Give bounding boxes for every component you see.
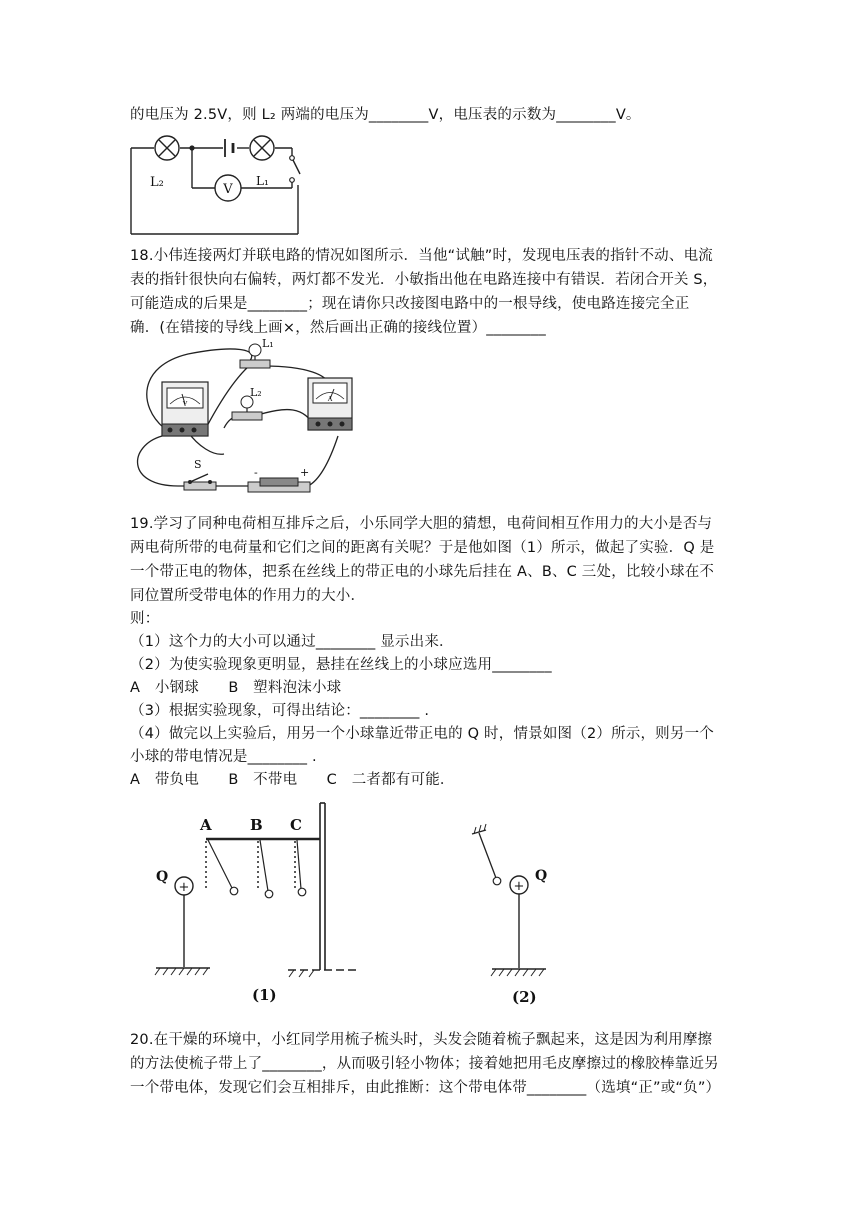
q19-figure-1 — [148, 795, 368, 1015]
voltmeter-icon — [215, 175, 241, 201]
q20-line-3: 一个带电体，发现它们会互相排斥，由此推断：这个带电体带________（选填“正”或“负”） — [130, 1080, 721, 1096]
charged-body-q-icon — [510, 868, 547, 968]
q19-sub-4-cont: 小球的带电情况是________ . — [130, 749, 317, 765]
label-l2: L₂ — [150, 175, 164, 190]
q19-sub-3: （3）根据实验现象，可得出结论：________ . — [130, 703, 430, 719]
q19-sub-4: （4）做完以上实验后，用另一个小球靠近带正电的 Q 时，情景如图（2）所示，则另一个 — [130, 726, 714, 742]
lamp-l2-icon — [232, 386, 262, 420]
label-a: A — [200, 816, 212, 834]
svg-text:Q: Q — [156, 869, 169, 885]
svg-text:V: V — [182, 401, 188, 408]
svg-text:+: + — [300, 466, 310, 479]
svg-text:-: - — [254, 466, 258, 479]
svg-text:Q: Q — [535, 868, 548, 884]
q19-line-4: 同位置所受带电体的作用力的大小． — [130, 588, 366, 604]
svg-text:L₂: L₂ — [250, 386, 262, 399]
switch-icon — [184, 458, 216, 490]
q19-figure-2 — [462, 822, 572, 1022]
label-c: C — [290, 816, 302, 834]
q19-sub-1: （1）这个力的大小可以通过________ 显示出来． — [130, 634, 454, 650]
svg-text:S: S — [194, 458, 202, 471]
label-b: B — [250, 816, 263, 834]
q18-physical-circuit-figure — [128, 336, 368, 504]
q19-sub-2-options: A 小钢球 B 塑料泡沫小球 — [130, 680, 342, 696]
battery-icon — [248, 466, 310, 492]
charged-body-q-icon — [156, 869, 193, 967]
voltmeter-icon — [162, 382, 208, 436]
q18-line-1: 18.小伟连接两灯并联电路的情况如图所示．当他“试触”时，发现电压表的指针不动、电流 — [130, 248, 713, 264]
ammeter-icon — [308, 378, 352, 430]
q19-line-2: 两电荷所带的电荷量和它们之间的距离有关呢？于是他如图（1）所示，做起了实验．Q 是 — [130, 540, 715, 556]
q19-line-3: 一个带正电的物体，把系在丝线上的带正电的小球先后挂在 A、B、C 三处，比较小球在不 — [130, 564, 715, 580]
q19-line-5: 则： — [130, 611, 160, 627]
svg-text:A: A — [327, 396, 333, 403]
figure-1-caption: (1) — [252, 986, 277, 1004]
q18-line-3: 可能造成的后果是________；现在请你只改接图电路中的一根导线，使电路连接完全正 — [130, 296, 690, 312]
lamp-l2-icon — [155, 136, 179, 160]
q18-line-4: 确．(在错接的导线上画×，然后画出正确的接线位置）________ — [130, 320, 546, 336]
lamp-l1-icon — [240, 337, 274, 368]
q19-sub-4-options: A 带负电 B 不带电 C 二者都有可能． — [130, 772, 455, 788]
figure-2-caption: (2) — [512, 988, 537, 1006]
q19-line-1: 19.学习了同种电荷相互排斥之后，小乐同学大胆的猜想，电荷间相互作用力的大小是否与 — [130, 516, 713, 532]
svg-text:L₁: L₁ — [262, 337, 274, 350]
q17-text-line: 的电压为 2.5V，则 L₂ 两端的电压为________V，电压表的示数为________V。 — [130, 107, 641, 123]
q19-sub-2: （2）为使实验现象更明显，悬挂在丝线上的小球应选用________ — [130, 657, 552, 673]
label-l1: L₁ — [256, 174, 269, 188]
q20-line-2: 的方法使梳子带上了________，从而吸引轻小物体；接着她把用毛皮摩擦过的橡胶棒靠近另 — [130, 1056, 719, 1072]
svg-text:V: V — [223, 182, 233, 197]
lamp-l1-icon — [250, 136, 274, 160]
q20-line-1: 20.在干燥的环境中，小红同学用梳子梳头时，头发会随着梳子飘起来，这是因为利用摩擦 — [130, 1032, 713, 1048]
q18-line-2: 表的指针很快向右偏转，两灯都不发光．小敏指出他在电路连接中有错误．若闭合开关 S， — [130, 272, 718, 288]
q17-circuit-figure — [128, 130, 308, 238]
svg-text:+: + — [178, 880, 190, 895]
svg-text:+: + — [513, 879, 525, 894]
